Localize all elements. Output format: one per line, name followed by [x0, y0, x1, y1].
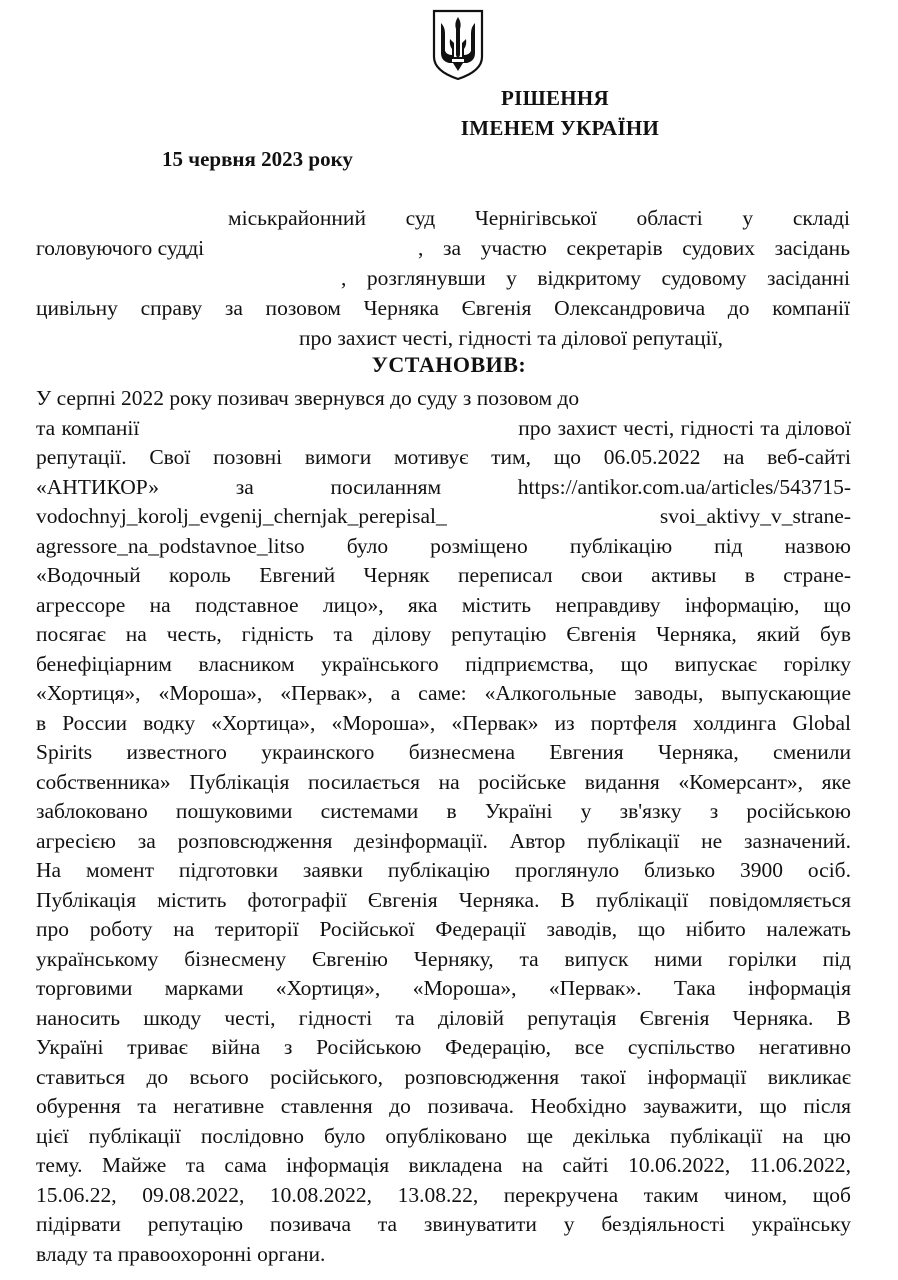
body-line: «АНТИКОР» за посиланням https://antikor.com.ua/articles/543715- [36, 474, 851, 499]
body-line: vodochnyj_korolj_evgenij_chernjak_perepisal_ svoi_aktivy_v_strane- [36, 504, 851, 528]
body-line: Україні триває війна з Російською Федерацію, все суспільство негативно [36, 1035, 851, 1059]
body-line: У серпні 2022 року позивач звернувся до суду з позовом до [36, 386, 580, 410]
body-line: підірвати репутацію позивача та звинуватити у бездіяльності українську [36, 1212, 851, 1236]
body-line: 15.06.22, 09.08.2022, 10.08.2022, 13.08.22, перекручена таким чином, щоб [36, 1182, 851, 1207]
body-line: торговими марками «Хортиця», «Мороша», «Первак». Така інформація [36, 976, 851, 1000]
decision-subtitle: ІМЕНЕМ УКРАЇНИ [460, 116, 660, 140]
body-line: Spirits известного украинского бизнесмена Евгения Черняка, сменили [36, 740, 851, 764]
body-line: обурення та негативне ставлення до позивача. Необхідно зауважити, що після [36, 1094, 851, 1118]
body-line: в России водку «Хортица», «Мороша», «Первак» из портфеля холдинга Global [36, 710, 851, 735]
intro-line-1: міськрайонний суд Чернігівської області у складі [228, 206, 850, 230]
intro-line-2b: , за участю секретарів судових засідань [418, 236, 850, 260]
body-line: та компанії про захист честі, гідності та ділової [36, 415, 851, 440]
body-line: бенефіціарним власником українського підприємства, що випускає горілку [36, 651, 851, 676]
body-line: собственника» Публікація посилається на російське видання «Комерсант», яке [36, 769, 851, 794]
body-line: репутації. Свої позовні вимоги мотивує тим, що 06.05.2022 на веб-сайті [36, 445, 851, 469]
body-line: посягає на честь, гідність та ділову репутацію Євгенія Черняка, який був [36, 622, 851, 646]
body-line: українському бізнесмену Євгенію Черняку, та випуск ними горілки під [36, 946, 851, 971]
decision-body-text [36, 384, 851, 1269]
ukraine-trident-emblem-icon [431, 9, 485, 81]
body-line: тему. Майже та сама інформація викладена на сайті 10.06.2022, 11.06.2022, [36, 1153, 851, 1177]
body-line: заблоковано пошуковими системами в Україні у зв'язку з російською [36, 799, 851, 823]
decision-date: 15 червня 2023 року [162, 147, 353, 171]
section-heading-established: УСТАНОВИВ: [371, 352, 527, 377]
body-line: владу та правоохоронні органи. [36, 1241, 326, 1266]
intro-line-5: про захист честі, гідності та ділової репутації, [299, 326, 723, 350]
body-line: «Водочный король Евгений Черняк переписал свои активы в стране- [36, 563, 851, 587]
body-line: про роботу на території Російської Федерації заводів, що нібито належать [36, 917, 851, 941]
body-line: наносить шкоду честі, гідності та діловій репутація Євгенія Черняка. В [36, 1005, 851, 1030]
body-line: ставиться до всього російського, розповсюдження такої інформації викликає [36, 1064, 851, 1089]
body-line: На момент підготовки заявки публікацію проглянуло близько 3900 осіб. [36, 858, 851, 882]
body-line: agressore_na_podstavnoe_litso було розміщено публікацію під назвою [36, 533, 851, 558]
intro-line-2a: головуючого судді [36, 236, 205, 260]
intro-line-3: , розглянувши у відкритому судовому засіданні [341, 266, 850, 290]
body-line: Публікація містить фотографії Євгенія Черняка. В публікації повідомляється [36, 887, 851, 912]
body-line: агресією за розповсюдження дезінформації. Автор публікації не зазначений. [36, 828, 851, 853]
body-line: агрессоре на подставное лицо», яка містить неправдиву інформацію, що [36, 592, 851, 617]
body-line: цієї публікації послідовно було опубліковано ще декілька публікації на цю [36, 1123, 851, 1148]
decision-title: РІШЕННЯ [500, 86, 609, 110]
body-line: «Хортиця», «Мороша», «Первак», а саме: «Алкогольные заводы, выпускающие [36, 681, 851, 705]
intro-line-4: цивільну справу за позовом Черняка Євгенія Олександровича до компанії [36, 296, 850, 320]
